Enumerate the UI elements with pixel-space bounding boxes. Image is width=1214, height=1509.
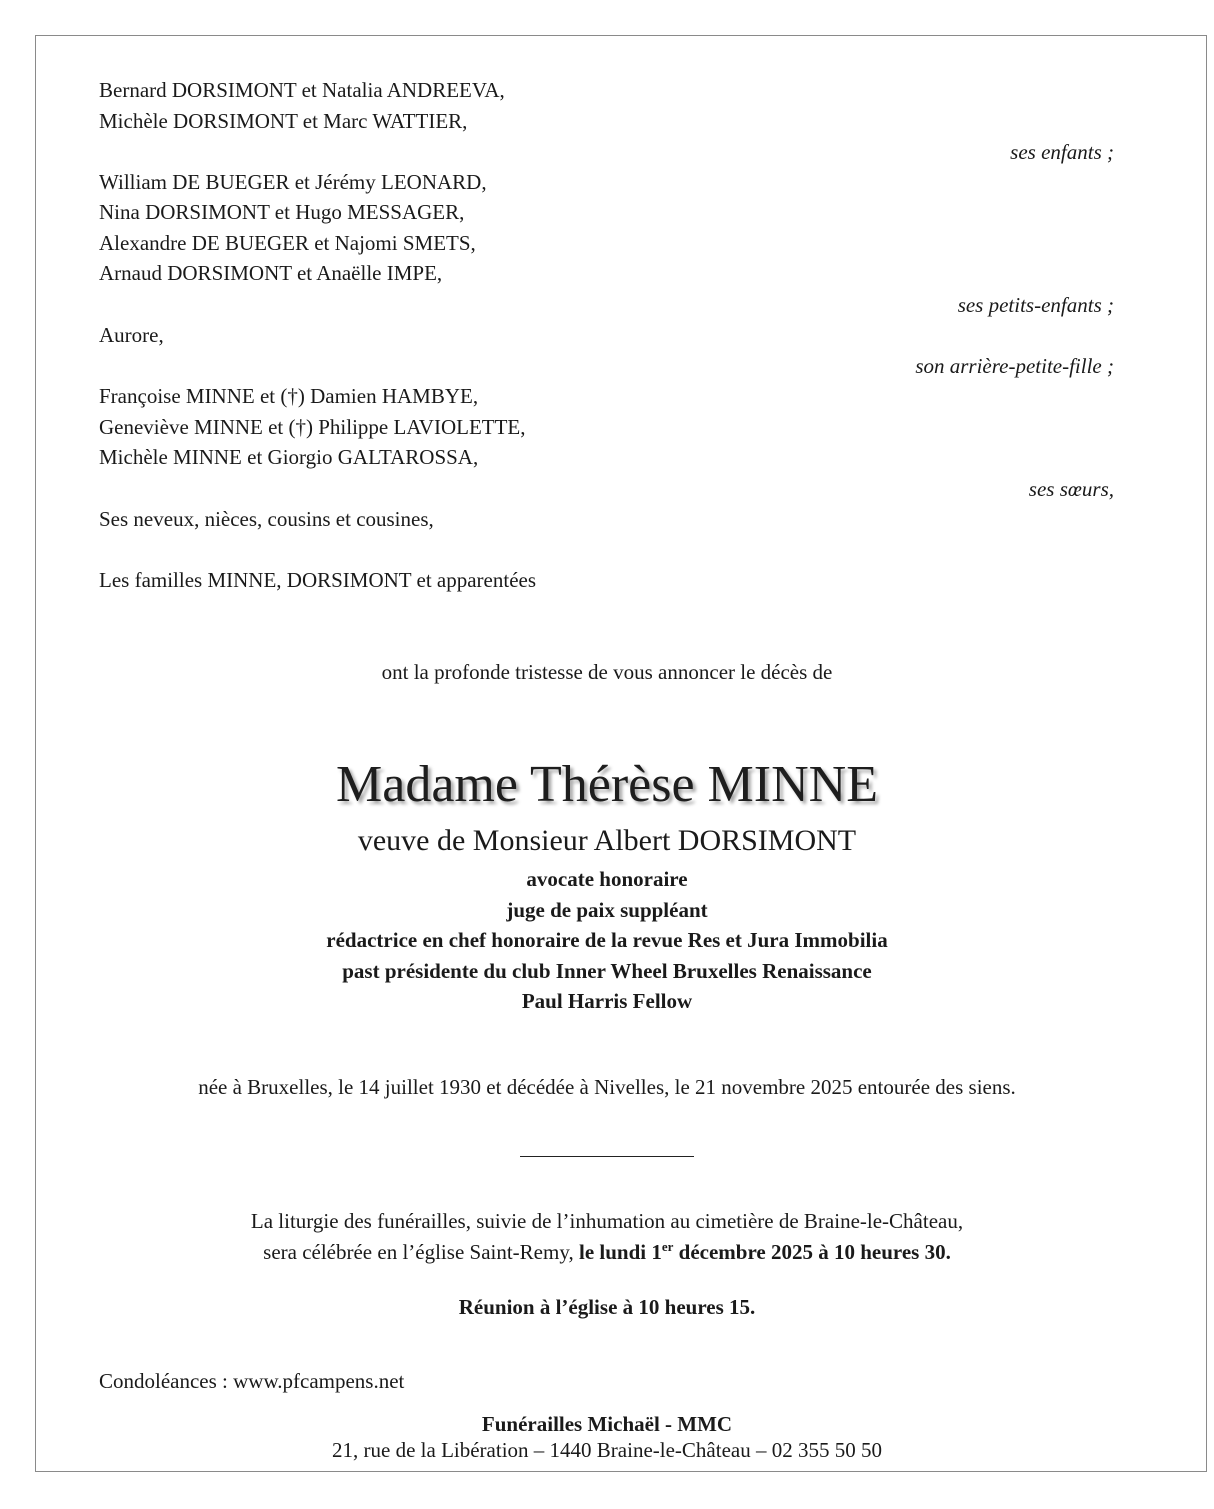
sister-line-1: Françoise MINNE et (†) Damien HAMBYE,: [99, 384, 479, 408]
funeral-line-1: La liturgie des funérailles, suivie de l’inhumation au cimetière de Braine-le-Château,: [250, 1209, 964, 1233]
announcement-line: ont la profonde tristesse de vous annoncer le décès de: [381, 660, 833, 684]
relatives-line: Ses neveux, nièces, cousins et cousines,: [99, 507, 434, 531]
grandchild-line-1: William DE BUEGER et Jérémy LEONARD,: [99, 170, 487, 194]
sister-line-2: Geneviève MINNE et (†) Philippe LAVIOLETTE,: [99, 415, 526, 439]
grandchild-line-4: Arnaud DORSIMONT et Anaëlle IMPE,: [99, 261, 443, 285]
title-line-4: past présidente du club Inner Wheel Bruxelles Renaissance: [342, 959, 872, 983]
grandchild-line-2: Nina DORSIMONT et Hugo MESSAGER,: [99, 200, 465, 224]
great-grandchild-line: Aurore,: [99, 323, 164, 347]
great-grandchild-role: son arrière-petite-fille ;: [915, 354, 1114, 378]
sisters-role: ses sœurs,: [1028, 477, 1114, 501]
child-line-1: Bernard DORSIMONT et Natalia ANDREEVA,: [99, 78, 505, 102]
title-line-5: Paul Harris Fellow: [521, 989, 693, 1013]
footer-company: Funérailles Michaël - MMC: [481, 1412, 733, 1436]
footer-address: 21, rue de la Libération – 1440 Braine-le-Château – 02 355 50 50: [332, 1438, 882, 1462]
funeral-date-part-b: décembre 2025 à 10 heures 30.: [673, 1240, 951, 1264]
grandchild-line-3: Alexandre DE BUEGER et Najomi SMETS,: [99, 231, 476, 255]
life-dates-line: née à Bruxelles, le 14 juillet 1930 et décédée à Nivelles, le 21 novembre 2025 entourée des siens.: [198, 1075, 1016, 1099]
funeral-date-sup: er: [661, 1239, 674, 1254]
families-line: Les familles MINNE, DORSIMONT et apparentées: [99, 568, 537, 592]
child-line-2: Michèle DORSIMONT et Marc WATTIER,: [99, 109, 468, 133]
funeral-date-part-a: le lundi 1: [578, 1240, 662, 1264]
widow-of-line: veuve de Monsieur Albert DORSIMONT: [357, 824, 857, 857]
deceased-name: Madame Thérèse MINNE: [336, 756, 878, 813]
title-line-2: juge de paix suppléant: [506, 898, 708, 922]
meeting-line: Réunion à l’église à 10 heures 15.: [458, 1295, 756, 1319]
title-line-1: avocate honoraire: [526, 867, 688, 891]
condolences-line: Condoléances : www.pfcampens.net: [99, 1369, 405, 1393]
children-role: ses enfants ;: [1010, 140, 1114, 164]
grandchildren-role: ses petits-enfants ;: [957, 293, 1114, 317]
separator-rule: [520, 1156, 694, 1157]
title-line-3: rédactrice en chef honoraire de la revue Res et Jura Immobilia: [326, 928, 888, 952]
funeral-church-text: sera célébrée en l’église Saint-Remy,: [263, 1240, 579, 1264]
funeral-line-2: [0, 1237, 1214, 1267]
sister-line-3: Michèle MINNE et Giorgio GALTAROSSA,: [99, 445, 479, 469]
